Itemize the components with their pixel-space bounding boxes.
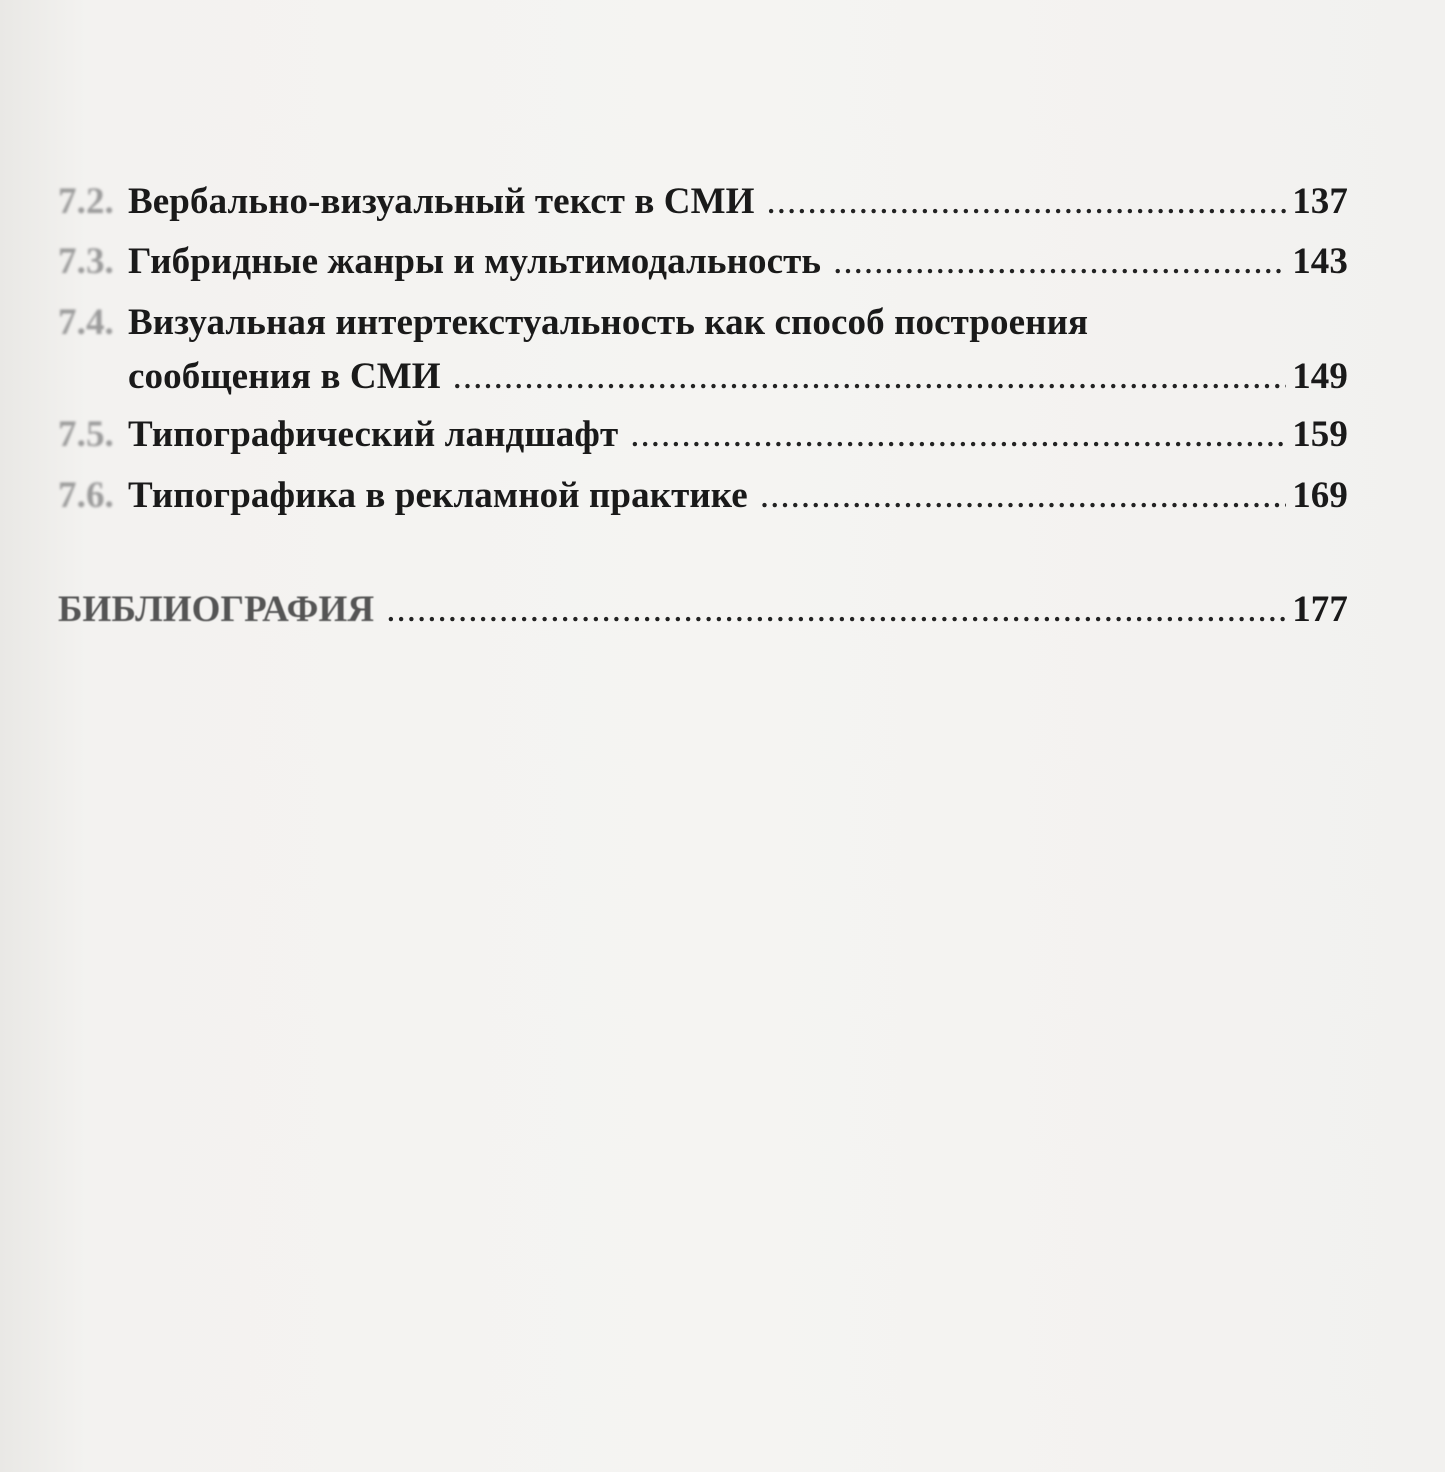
toc-entry-7-4[interactable] bbox=[58, 301, 1348, 344]
toc-entry-7-6[interactable] bbox=[58, 474, 1348, 517]
toc-entry-number: 7.3. bbox=[58, 241, 114, 282]
toc-entry-7-4-continued[interactable] bbox=[58, 355, 1348, 398]
toc-entry-number: 7.2. bbox=[58, 181, 114, 222]
toc-entry-page: 159 bbox=[1292, 414, 1348, 455]
toc-entry-page: 177 bbox=[1292, 589, 1348, 630]
toc-entry-title: Вербально-визуальный текст в СМИ bbox=[128, 181, 755, 222]
toc-entry-7-2[interactable] bbox=[58, 180, 1348, 223]
dot-leader bbox=[453, 355, 1287, 398]
toc-entry-page: 149 bbox=[1292, 356, 1348, 397]
toc-entry-title: Типографика в рекламной практике bbox=[128, 475, 748, 516]
dot-leader bbox=[767, 180, 1287, 223]
toc-entry-7-3[interactable] bbox=[58, 240, 1348, 283]
toc-entry-title: Гибридные жанры и мультимодальность bbox=[128, 241, 822, 282]
toc-entry-page: 143 bbox=[1292, 241, 1348, 282]
dot-leader bbox=[386, 588, 1286, 631]
bleed-through-text-upper bbox=[40, 530, 1440, 581]
toc-entry-page: 137 bbox=[1292, 181, 1348, 222]
dot-leader bbox=[630, 413, 1286, 456]
toc-entry-page: 169 bbox=[1292, 475, 1348, 516]
toc-entry-bibliography[interactable] bbox=[58, 588, 1348, 631]
toc-entry-number: 7.5. bbox=[58, 414, 114, 455]
toc-entry-title: БИБЛИОГРАФИЯ bbox=[58, 589, 375, 630]
toc-entry-title: Визуальная интертекстуальность как способ построения bbox=[128, 302, 1089, 343]
toc-entry-title: Типографический ландшафт bbox=[128, 414, 619, 455]
dot-leader bbox=[760, 474, 1286, 517]
toc-entry-title-continued: сообщения в СМИ bbox=[128, 356, 441, 397]
toc-entry-7-5[interactable] bbox=[58, 413, 1348, 456]
toc-entry-number: 7.6. bbox=[58, 475, 114, 516]
dot-leader bbox=[833, 240, 1286, 283]
toc-entry-number: 7.4. bbox=[58, 302, 114, 343]
